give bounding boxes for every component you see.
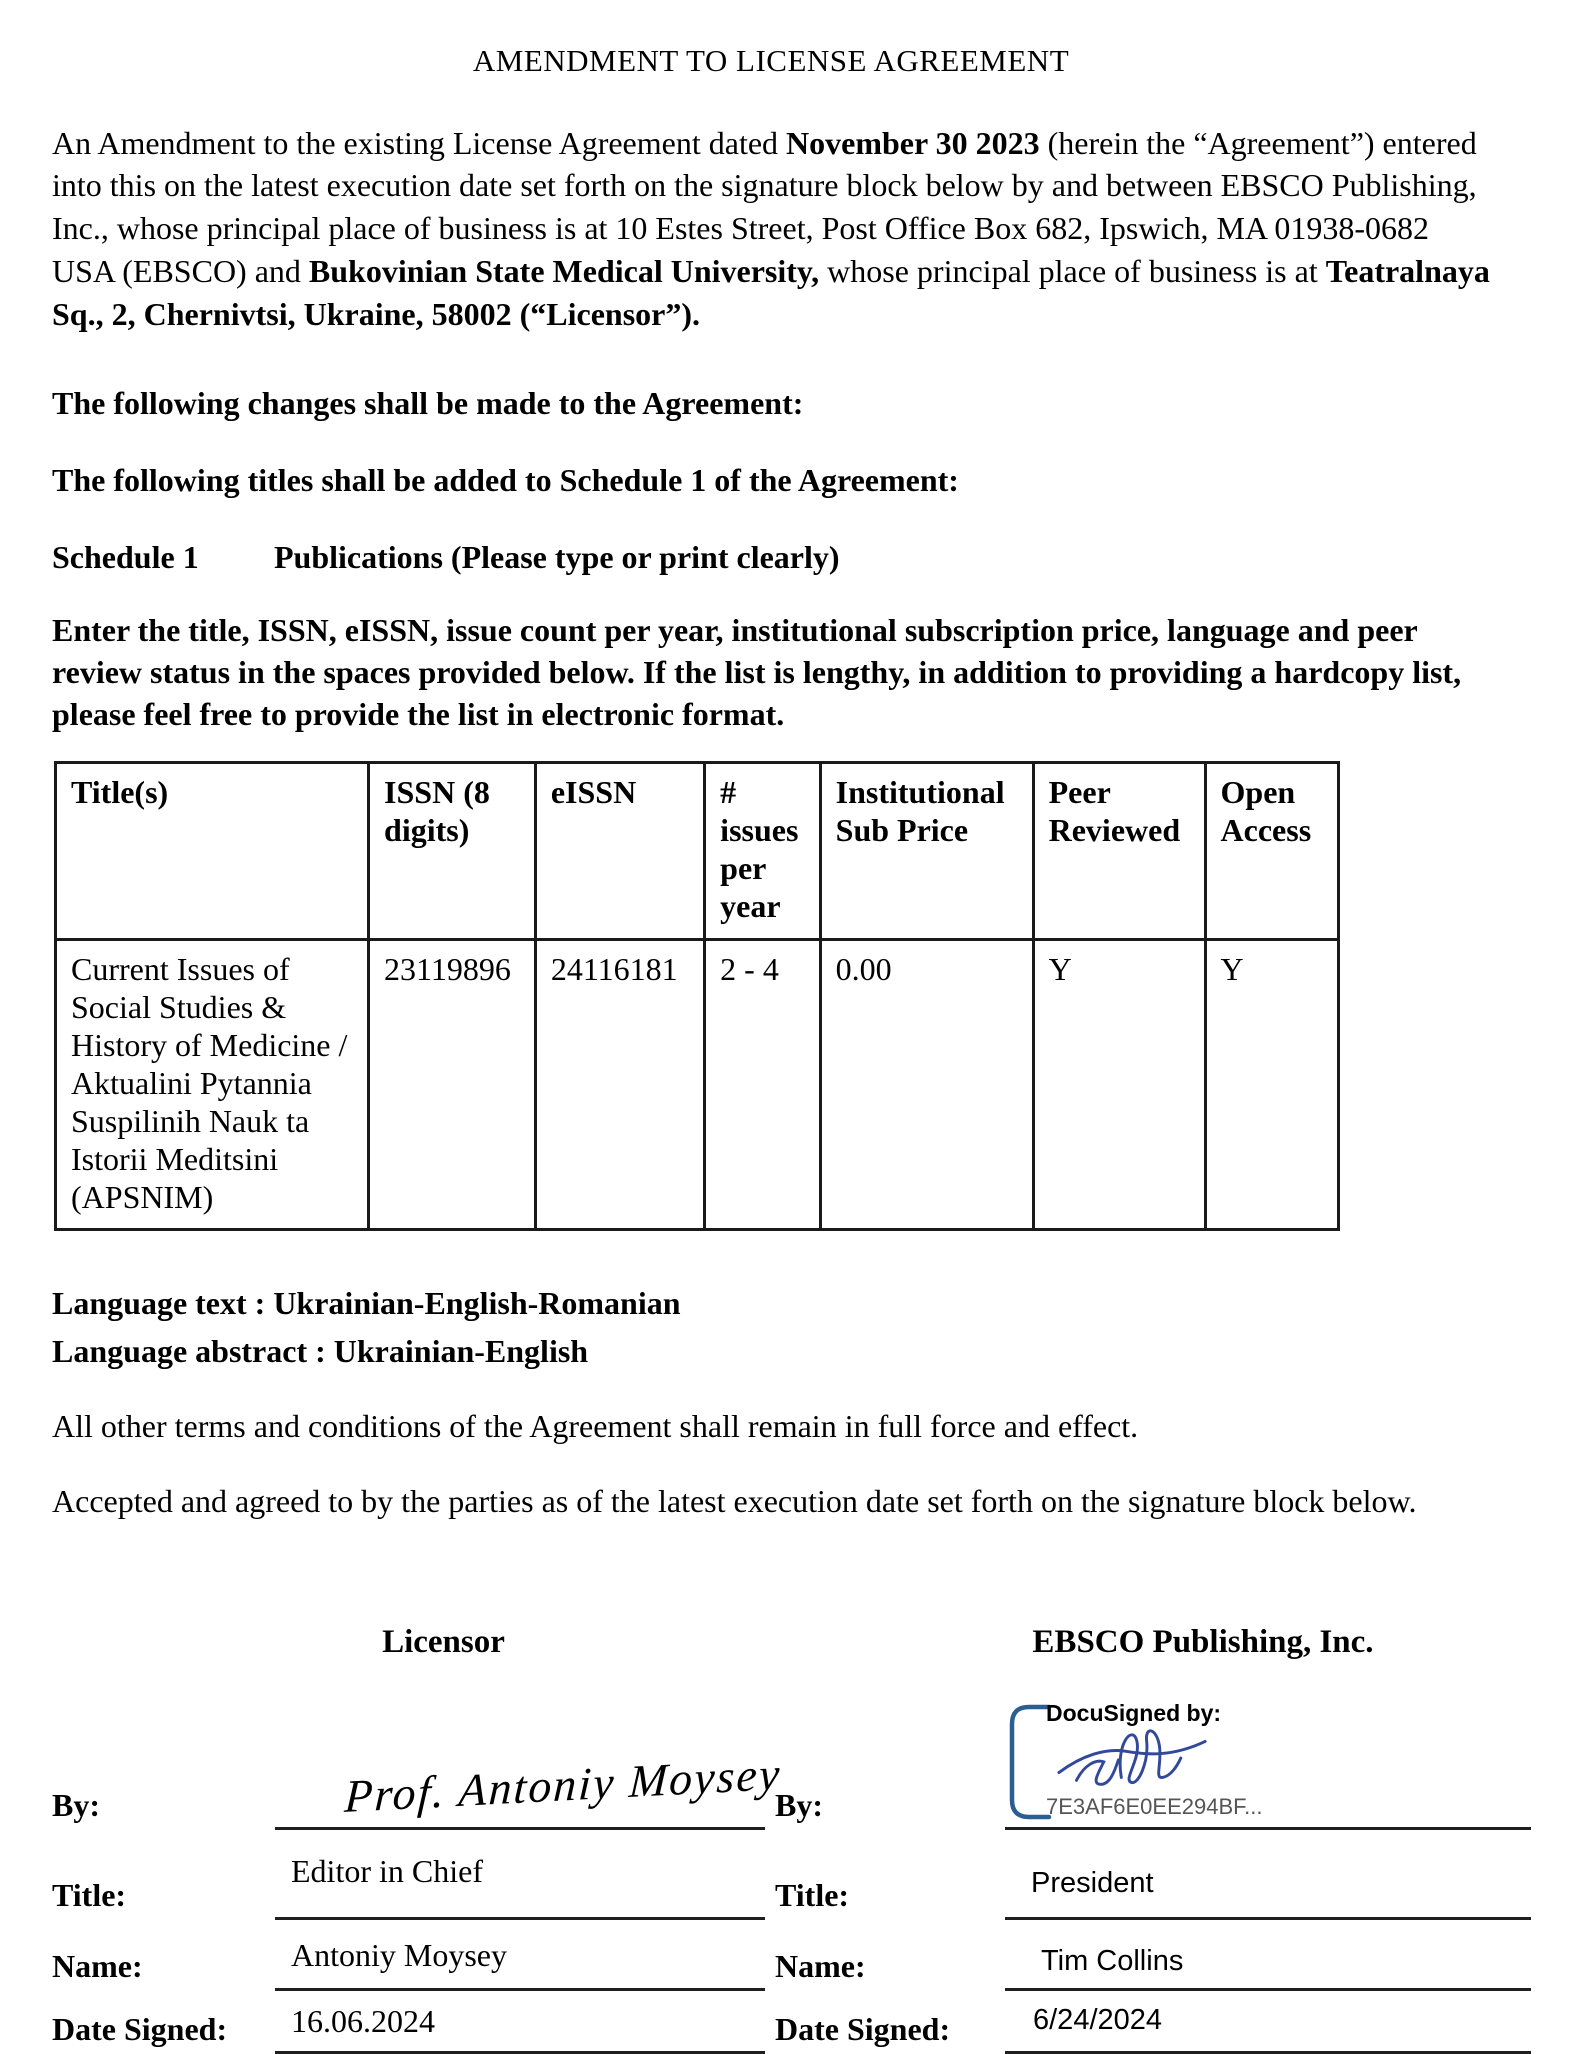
titles-heading: The following titles shall be added to Schedule 1 of the Agreement: — [52, 461, 959, 498]
licensor-handwritten-signature: Prof. Antoniy Moysey — [343, 1747, 783, 1822]
licensor-name-value: Antoniy Moysey — [291, 1937, 507, 1974]
changes-heading: The following changes shall be made to the Agreement: — [52, 384, 804, 421]
licensor-signature-line — [275, 1688, 783, 1830]
ebsco-title-line — [1005, 1830, 1531, 1920]
intro-paragraph: An Amendment to the existing License Agreement dated November 30 2023 (herein the “Agreement”) entered into this on the latest execution date set forth on the signature block below by and between EBSCO Publishing, Inc., whose principal place of business is at 10 Estes Street, Post Office Box 682, Ipswich, MA 01938-0682 USA (EBSCO) and Bukovinian State Medical University, whose principal place of business is at Teatralnaya Sq., 2, Chernivtsi, Ukraine, 58002 (“Licensor”). — [52, 124, 1490, 333]
column-header: eISSN — [535, 763, 704, 939]
ebsco-date-line — [1005, 1991, 1531, 2054]
ebsco-by-label: By: — [775, 1786, 823, 1823]
signature-headings — [52, 1623, 1531, 1663]
column-header: Title(s) — [56, 763, 369, 939]
ebsco-signature-block — [775, 1688, 1531, 2054]
schedule-title: Publications (Please type or print clearly) — [274, 538, 840, 575]
ebsco-title-value: President — [1031, 1867, 1154, 1900]
licensor-name-line — [275, 1920, 765, 1991]
table-cell: 2 - 4 — [705, 939, 820, 1230]
docusign-label: DocuSigned by: — [1046, 1700, 1222, 1727]
ebsco-heading: EBSCO Publishing, Inc. — [1032, 1623, 1374, 1660]
licensor-title-label: Title: — [52, 1876, 127, 1913]
table-row — [56, 939, 1339, 1230]
document-title: AMENDMENT TO LICENSE AGREEMENT — [472, 43, 1070, 78]
licensor-signature-block — [52, 1688, 783, 2054]
instructions-paragraph: Enter the title, ISSN, eISSN, issue count per year, institutional subscription price, language and peer review status in the spaces provided below. If the list is lengthy, in addition to providing a hardcopy list, please feel free to provide the list in electronic format. — [52, 611, 1462, 732]
docusign-id: 7E3AF6E0EE294BF... — [1046, 1794, 1263, 1820]
table-cell: Y — [1033, 939, 1205, 1230]
language-text-line: Language text : Ukrainian-English-Romanian — [52, 1285, 681, 1322]
ebsco-name-label: Name: — [775, 1947, 866, 1984]
table-cell: 24116181 — [535, 939, 704, 1230]
language-block — [52, 1279, 1531, 1375]
docusign-stamp — [1005, 1702, 1275, 1822]
docusign-bracket-icon — [1005, 1702, 1051, 1822]
table-header-row — [56, 763, 1339, 939]
terms-paragraph: All other terms and conditions of the Agreement shall remain in full force and effect. — [52, 1408, 1139, 1445]
licensor-title-line — [275, 1830, 765, 1920]
table-cell: 0.00 — [820, 939, 1033, 1230]
licensor-date-value: 16.06.2024 — [291, 2003, 435, 2040]
column-header: Open Access — [1205, 763, 1338, 939]
licensor-date-label: Date Signed: — [52, 2010, 228, 2047]
language-abstract-line: Language abstract : Ukrainian-English — [52, 1333, 589, 1370]
licensor-date-line — [275, 1991, 765, 2054]
schedule-label: Schedule 1 — [52, 538, 199, 575]
ebsco-date-label: Date Signed: — [775, 2010, 951, 2047]
column-header: Peer Reviewed — [1033, 763, 1205, 939]
ebsco-title-label: Title: — [775, 1876, 850, 1913]
ebsco-signature-line — [1005, 1688, 1531, 1830]
table-cell: 23119896 — [369, 939, 536, 1230]
licensor-by-label: By: — [52, 1786, 100, 1823]
licensor-title-value: Editor in Chief — [291, 1853, 483, 1890]
schedule-heading — [52, 536, 1490, 579]
ebsco-date-value: 6/24/2024 — [1033, 2004, 1163, 2037]
column-header: Institutional Sub Price — [820, 763, 1033, 939]
table-cell: Y — [1205, 939, 1338, 1230]
publications-table — [54, 761, 1340, 1231]
ebsco-name-value: Tim Collins — [1041, 1945, 1184, 1978]
column-header: # issues per year — [705, 763, 820, 939]
accepted-paragraph: Accepted and agreed to by the parties as of the latest execution date set forth on the signature block below. — [52, 1482, 1417, 1519]
licensor-heading: Licensor — [382, 1623, 505, 1660]
licensor-name-label: Name: — [52, 1947, 143, 1984]
table-cell: Current Issues of Social Studies & History of Medicine / Aktualini Pytannia Suspilinih Nauk ta Istorii Meditsini (APSNIM) — [56, 939, 369, 1230]
docusign-signature-icon — [1051, 1718, 1216, 1796]
column-header: ISSN (8 digits) — [369, 763, 536, 939]
signature-section — [52, 1623, 1531, 2054]
ebsco-name-line — [1005, 1920, 1531, 1991]
